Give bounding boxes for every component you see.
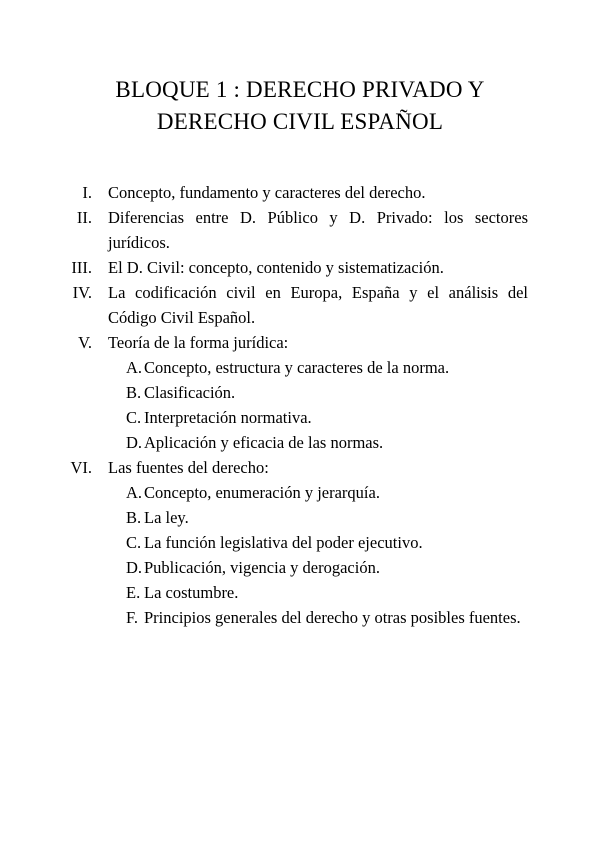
sub-item: [0, 580, 600, 605]
item-text: Las fuentes del derecho:: [108, 458, 269, 477]
sub-item-text: La ley.: [144, 508, 189, 527]
sub-item-text: Clasificación.: [144, 383, 236, 402]
sub-item-letter: A.: [126, 358, 143, 377]
outline-list: [0, 180, 600, 630]
sub-item: [0, 355, 600, 380]
outline-item: [0, 205, 600, 255]
item-number: V.: [78, 333, 92, 352]
sub-item: [0, 530, 600, 555]
item-number: VI.: [70, 458, 92, 477]
title-line-2: DERECHO CIVIL ESPAÑOL: [156, 109, 444, 134]
item-number: III.: [71, 258, 92, 277]
sub-item-letter: B.: [126, 508, 142, 527]
sub-item-letter: D.: [126, 433, 143, 452]
sub-item: [0, 405, 600, 430]
item-text: El D. Civil: concepto, contenido y sistematización.: [108, 258, 444, 277]
sub-item-letter: F.: [126, 608, 138, 627]
item-number: II.: [76, 208, 92, 227]
title-line-1: BLOQUE 1 : DERECHO PRIVADO Y: [115, 77, 485, 102]
item-text: La codificación civil en Europa, España y el análisis del Código Civil Español.: [108, 283, 528, 327]
sub-item: [0, 380, 600, 405]
item-number: IV.: [72, 283, 92, 302]
sub-item-text: Interpretación normativa.: [144, 408, 312, 427]
outline-item: [0, 455, 600, 480]
sub-item-text: Publicación, vigencia y derogación.: [144, 558, 380, 577]
sub-item-letter: E.: [126, 583, 141, 602]
sub-item-text: Principios generales del derecho y otras posibles fuentes.: [144, 608, 521, 627]
sub-item: [0, 480, 600, 505]
outline-item: [0, 180, 600, 205]
item-number: I.: [82, 183, 92, 202]
sub-item-letter: B.: [126, 383, 142, 402]
sub-item-letter: D.: [126, 558, 143, 577]
sub-item-letter: C.: [126, 533, 142, 552]
outline-item: [0, 280, 600, 330]
outline-item: [0, 330, 600, 355]
sub-item-letter: C.: [126, 408, 142, 427]
item-text: Diferencias entre D. Público y D. Privado: los sectores jurídicos.: [108, 208, 528, 252]
page-title: [0, 74, 600, 138]
sub-item-text: Aplicación y eficacia de las normas.: [144, 433, 384, 452]
sub-item-letter: A.: [126, 483, 143, 502]
item-text: Concepto, fundamento y caracteres del derecho.: [108, 183, 426, 202]
sub-item-text: La función legislativa del poder ejecutivo.: [144, 533, 423, 552]
sub-item: [0, 605, 600, 630]
sub-item: [0, 430, 600, 455]
item-text: Teoría de la forma jurídica:: [108, 333, 289, 352]
sub-item-text: Concepto, enumeración y jerarquía.: [144, 483, 380, 502]
outline-item: [0, 255, 600, 280]
sub-item-text: Concepto, estructura y caracteres de la norma.: [144, 358, 450, 377]
sub-item: [0, 555, 600, 580]
sub-item: [0, 505, 600, 530]
sub-item-text: La costumbre.: [144, 583, 239, 602]
